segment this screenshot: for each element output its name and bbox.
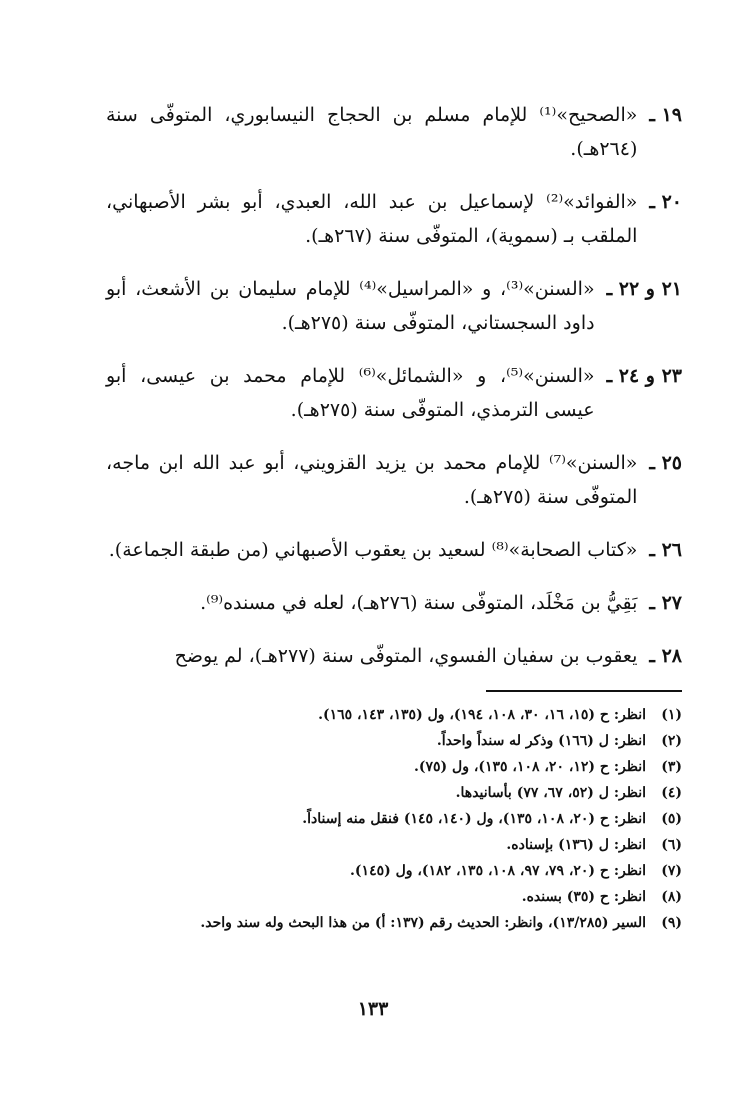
- entry-number: ٢٠ ـ: [649, 191, 682, 213]
- footnote-text: انظر: ح (٢٠، ١٠٨، ١٣٥)، ول (١٤٠، ١٤٥) فنقل منه إسناداً.: [302, 811, 646, 827]
- entry-25: [106, 446, 682, 514]
- footnote: [106, 910, 682, 936]
- entry-text: «كتاب الصحابة»⁽⁸⁾ لسعيد بن يعقوب الأصبهاني (من طبقة الجماعة).: [108, 539, 638, 561]
- entry-20: [106, 185, 682, 253]
- footnote-number: (١): [661, 707, 682, 723]
- footnote-number: (٣): [661, 759, 682, 775]
- footnote-text: انظر: ل (١٣٦) بإسناده.: [506, 837, 646, 853]
- footnote-text: انظر: ح (٢٠، ٧٩، ٩٧، ١٠٨، ١٣٥، ١٨٢)، ول (١٤٥).: [350, 863, 646, 879]
- entry-number: ٢٧ ـ: [649, 592, 682, 614]
- footnote: [106, 858, 682, 884]
- footnote-divider: [486, 690, 682, 692]
- entry-text: «السنن»⁽³⁾، و «المراسيل»⁽⁴⁾ للإمام سليمان بن الأشعث، أبو داود السجستاني، المتوفّى سنة (٢٧٥هـ).: [106, 278, 595, 334]
- footnote: [106, 832, 682, 858]
- entry-number: ٢٥ ـ: [649, 452, 682, 474]
- footnotes-list: [106, 702, 682, 936]
- footnote: [106, 728, 682, 754]
- entry-text: «الصحيح»⁽¹⁾ للإمام مسلم بن الحجاج النيسابوري، المتوفّى سنة (٢٦٤هـ).: [106, 104, 638, 160]
- entry-number: ٢٦ ـ: [649, 539, 682, 561]
- entry-28: [106, 639, 682, 673]
- footnote: [106, 754, 682, 780]
- footnote-number: (٢): [661, 733, 682, 749]
- entry-text: «السنن»⁽⁷⁾ للإمام محمد بن يزيد القزويني، أبو عبد الله ابن ماجه، المتوفّى سنة (٢٧٥هـ).: [106, 452, 638, 508]
- entry-19: [106, 98, 682, 166]
- entry-26: [106, 533, 682, 567]
- entry-text: يعقوب بن سفيان الفسوي، المتوفّى سنة (٢٧٧هـ)، لم يوضح: [174, 645, 638, 667]
- entry-number: ٢١ و ٢٢ ـ: [606, 278, 682, 300]
- entry-text: بَقِيُّ بن مَخْلَد، المتوفّى سنة (٢٧٦هـ)، لعله في مسنده⁽⁹⁾.: [200, 592, 638, 614]
- footnote-text: انظر: ل (٥٢، ٦٧، ٧٧) بأسانيدها.: [455, 785, 646, 801]
- page-number: ١٣٣: [357, 998, 389, 1020]
- footnote-number: (٥): [661, 811, 682, 827]
- footnote-number: (٤): [661, 785, 682, 801]
- footnote: [106, 702, 682, 728]
- entry-23-24: [106, 359, 682, 427]
- footnote-number: (٨): [661, 889, 682, 905]
- entry-number: ١٩ ـ: [649, 104, 682, 126]
- entry-text: «الفوائد»⁽²⁾ لإسماعيل بن عبد الله، العبدي، أبو بشر الأصبهاني، الملقب بـ (سموية)، المتوفّى سنة (٢٦٧هـ).: [106, 191, 638, 247]
- footnote: [106, 780, 682, 806]
- entry-27: [106, 586, 682, 620]
- footnote-text: انظر: ح (١٢، ٢٠، ١٠٨، ١٣٥)، ول (٧٥).: [413, 759, 646, 775]
- footnote-text: انظر: ح (١٥، ١٦، ٣٠، ١٠٨، ١٩٤)، ول (١٣٥، ١٤٣، ١٦٥).: [318, 707, 646, 723]
- footnote-text: السير (١٣/٢٨٥)، وانظر: الحديث رقم (١٣٧: أ) من هذا البحث وله سند واحد.: [200, 915, 646, 931]
- footnote-text: انظر: ح (٣٥) بسنده.: [521, 889, 646, 905]
- entries-list: [106, 98, 682, 692]
- entry-number: ٢٣ و ٢٤ ـ: [606, 365, 682, 387]
- footnote-number: (٩): [661, 915, 682, 931]
- footnote: [106, 884, 682, 910]
- entry-number: ٢٨ ـ: [649, 645, 682, 667]
- footnote-number: (٦): [661, 837, 682, 853]
- footnote-text: انظر: ل (١٦٦) وذكر له سنداً واحداً.: [436, 733, 646, 749]
- entry-21-22: [106, 272, 682, 340]
- footnote-number: (٧): [661, 863, 682, 879]
- entry-text: «السنن»⁽⁵⁾، و «الشمائل»⁽⁶⁾ للإمام محمد بن عيسى، أبو عيسى الترمذي، المتوفّى سنة (٢٧٥هـ).: [106, 365, 595, 421]
- footnote: [106, 806, 682, 832]
